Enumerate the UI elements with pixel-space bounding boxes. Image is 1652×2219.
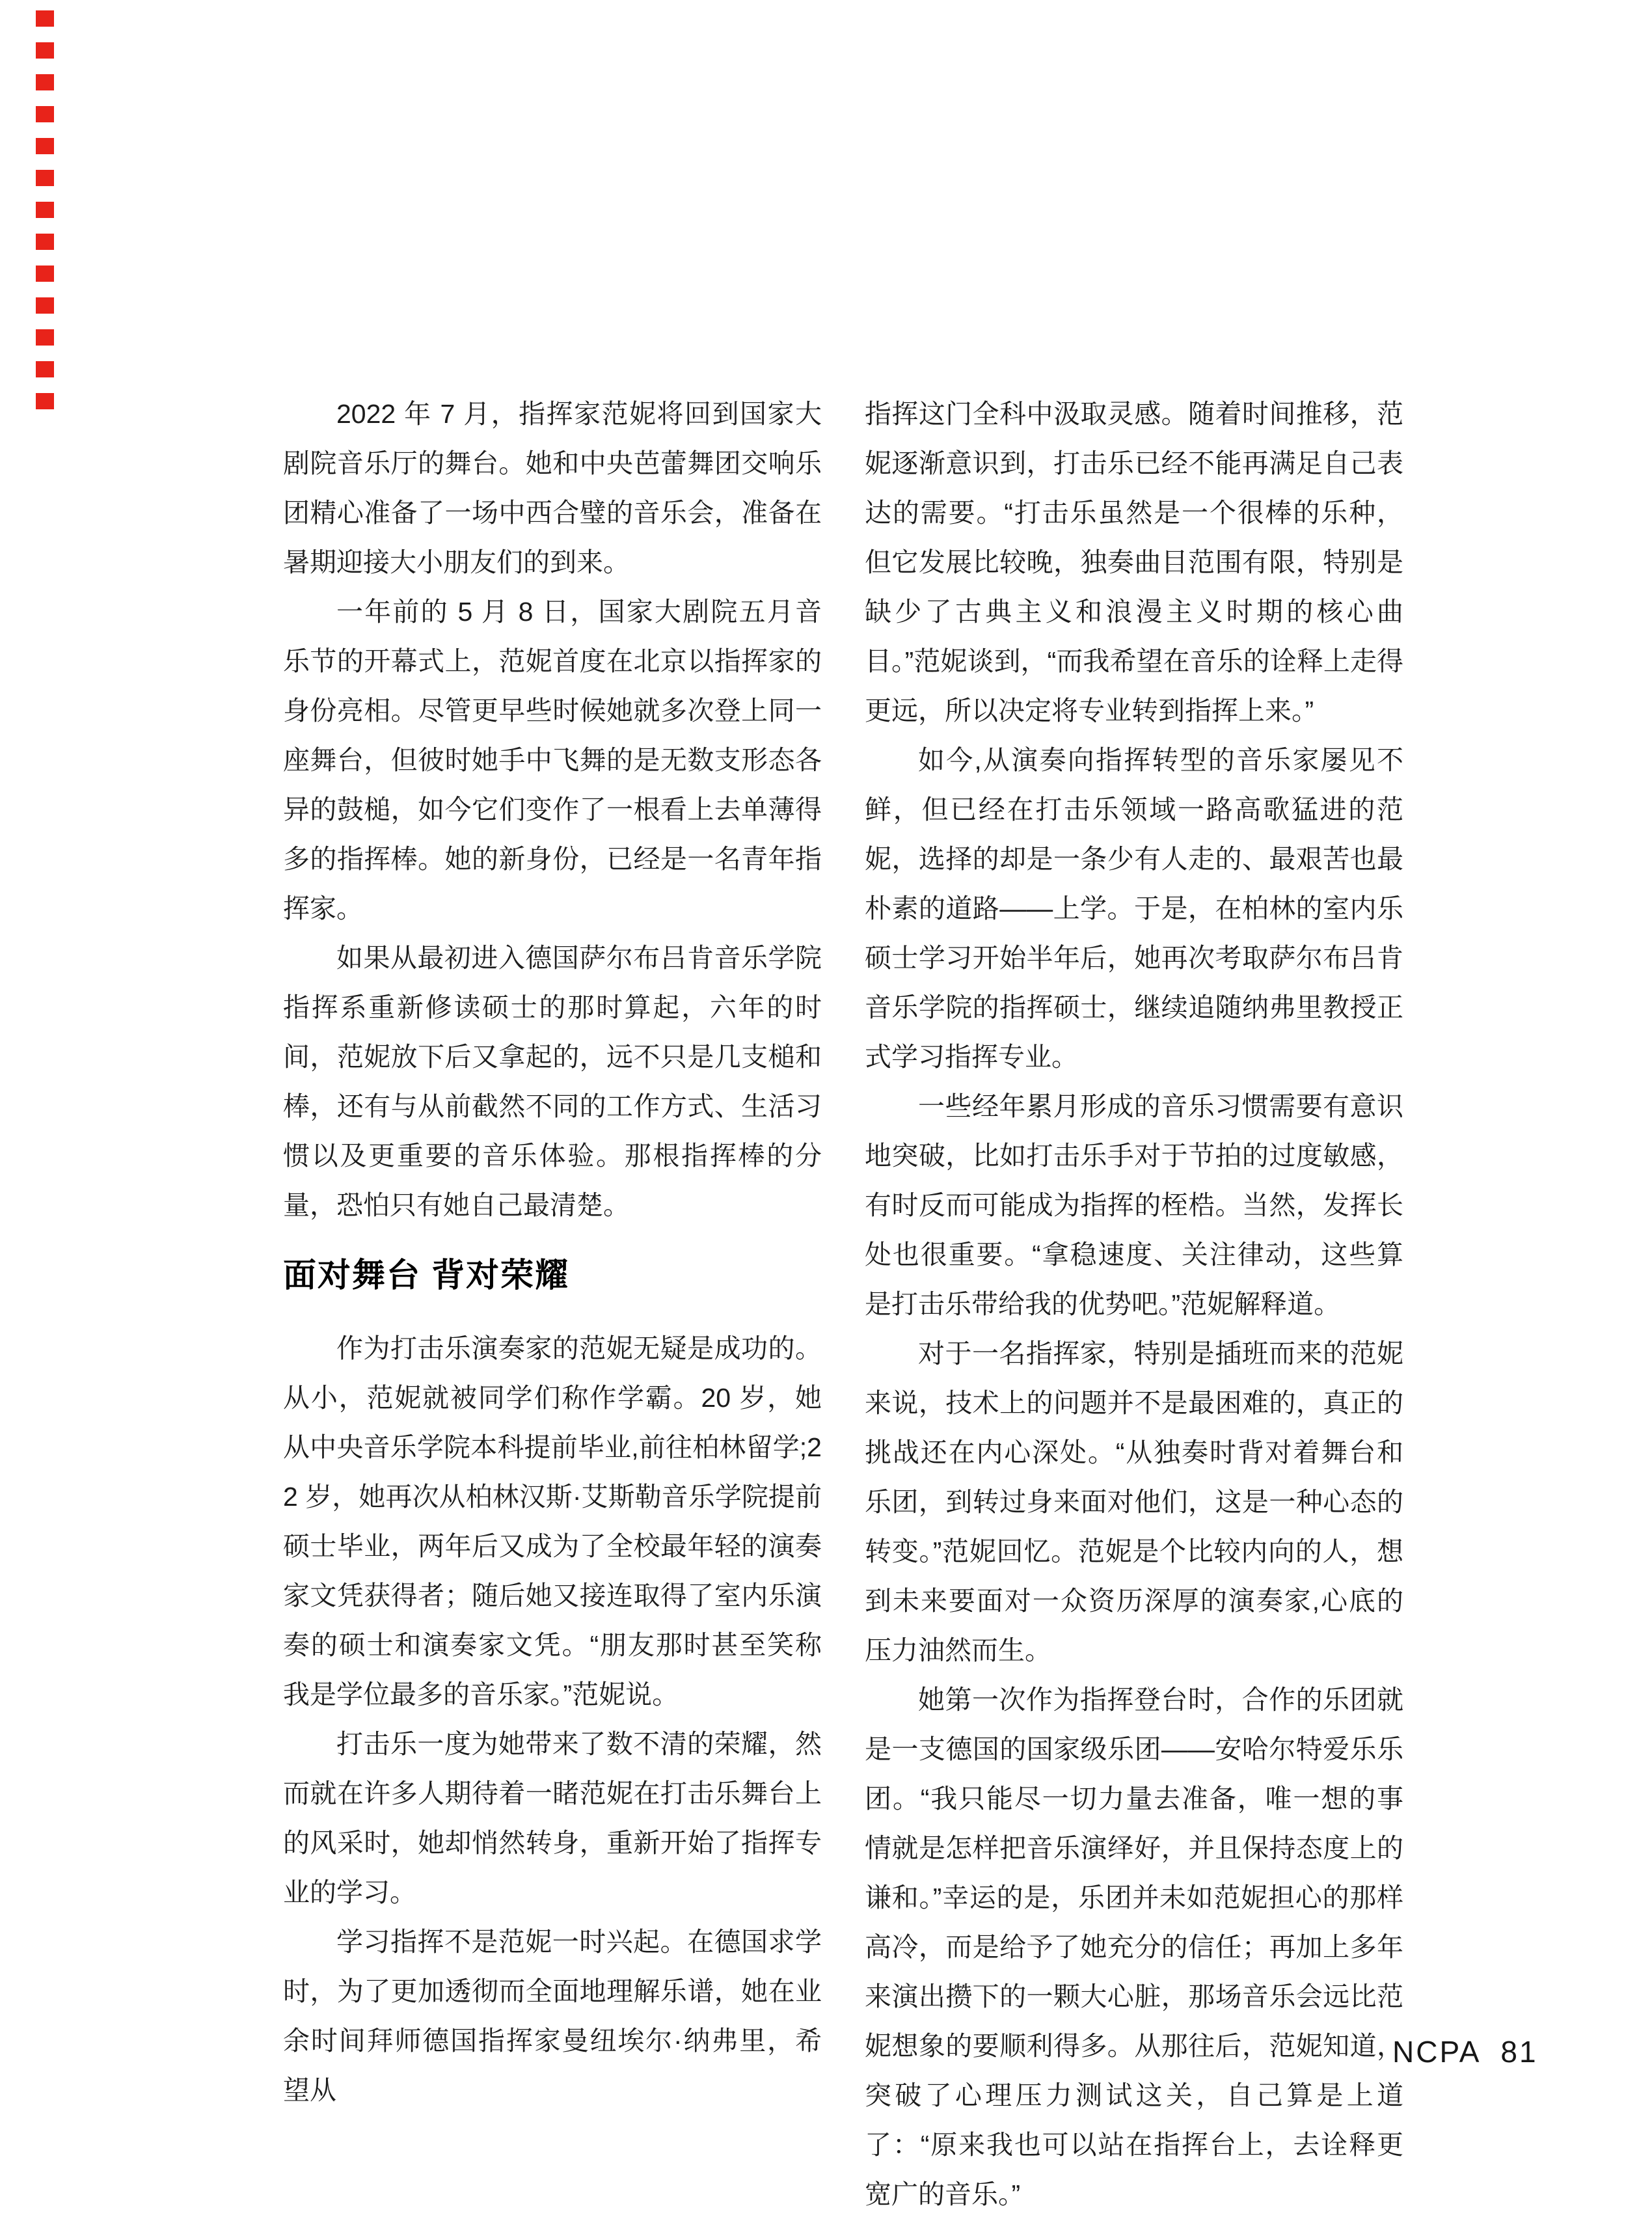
red-dash-mark (36, 297, 54, 314)
red-dash-mark (36, 106, 54, 122)
article-column-left (283, 389, 822, 2219)
red-dash-mark (36, 329, 54, 346)
body-paragraph: 一年前的 5 月 8 日，国家大剧院五月音乐节的开幕式上，范妮首度在北京以指挥家的身份亮相。尽管更早些时候她就多次登上同一座舞台，但彼时她手中飞舞的是无数支形态各异的鼓槌，如今它们变作了一根看上去单薄得多的指挥棒。她的新身份，已经是一名青年指挥家。 (283, 597, 822, 923)
body-paragraph: 如今,从演奏向指挥转型的音乐家屡见不鲜，但已经在打击乐领域一路高歌猛进的范妮，选择的却是一条少有人走的、最艰苦也最朴素的道路——上学。于是，在柏林的室内乐硕士学习开始半年后，她再次考取萨尔布吕肯音乐学院的指挥硕士，继续追随纳弗里教授正式学习指挥专业。 (865, 745, 1403, 1072)
body-paragraph: 如果从最初进入德国萨尔布吕肯音乐学院指挥系重新修读硕士的那时算起，六年的时间，范妮放下后又拿起的，远不只是几支槌和棒，还有与从前截然不同的工作方式、生活习惯以及更重要的音乐体验。那根指挥棒的分量，恐怕只有她自己最清楚。 (283, 943, 822, 1220)
article-body (283, 389, 1403, 2219)
red-dash-mark (36, 74, 54, 90)
body-paragraph: 一些经年累月形成的音乐习惯需要有意识地突破，比如打击乐手对于节拍的过度敏感，有时反而可能成为指挥的桎梏。当然，发挥长处也很重要。“拿稳速度、关注律动，这些算是打击乐带给我的优势吧。”范妮解释道。 (865, 1091, 1403, 1319)
red-dash-mark (36, 138, 54, 154)
body-paragraph: 学习指挥不是范妮一时兴起。在德国求学时，为了更加透彻而全面地理解乐谱，她在业余时间拜师德国指挥家曼纽埃尔·纳弗里，希望从 (283, 1927, 822, 2105)
red-crop-marks (36, 10, 54, 409)
body-paragraph: 作为打击乐演奏家的范妮无疑是成功的。从小，范妮就被同学们称作学霸。20 岁，她从中央音乐学院本科提前毕业,前往柏林留学;22 岁，她再次从柏林汉斯·艾斯勒音乐学院提前硕士毕业，两年后又成为了全校最年轻的演奏家文凭获得者；随后她又接连取得了室内乐演奏的硕士和演奏家文凭。“朋友那时甚至笑称我是学位最多的音乐家。”范妮说。 (283, 1333, 822, 1709)
red-dash-mark (36, 265, 54, 282)
body-paragraph: 打击乐一度为她带来了数不清的荣耀，然而就在许多人期待着一睹范妮在打击乐舞台上的风采时，她却悄然转身，重新开始了指挥专业的学习。 (283, 1729, 822, 1907)
body-paragraph: 对于一名指挥家，特别是插班而来的范妮来说，技术上的问题并不是最困难的，真正的挑战还在内心深处。“从独奏时背对着舞台和乐团，到转过身来面对他们，这是一种心态的转变。”范妮回忆。范妮是个比较内向的人，想到未来要面对一众资历深厚的演奏家,心底的压力油然而生。 (865, 1339, 1403, 1665)
red-dash-mark (36, 202, 54, 218)
red-dash-mark (36, 393, 54, 409)
folio-brand: NCPA (1392, 2035, 1482, 2069)
body-paragraph: 她第一次作为指挥登台时，合作的乐团就是一支德国的国家级乐团——安哈尔特爱乐乐团。“我只能尽一切力量去准备，唯一想的事情就是怎样把音乐演绎好，并且保持态度上的谦和。”幸运的是，乐团并未如范妮担心的那样高冷，而是给予了她充分的信任；再加上多年来演出攒下的一颗大心脏，那场音乐会远比范妮想象的要顺利得多。从那往后，范妮知道，突破了心理压力测试这关，自己算是上道了：“原来我也可以站在指挥台上，去诠释更宽广的音乐。” (865, 1685, 1403, 2209)
red-dash-mark (36, 170, 54, 186)
body-paragraph: 2022 年 7 月，指挥家范妮将回到国家大剧院音乐厅的舞台。她和中央芭蕾舞团交响乐团精心准备了一场中西合璧的音乐会，准备在暑期迎接大小朋友们的到来。 (283, 399, 822, 577)
red-dash-mark (36, 234, 54, 250)
page-folio (1392, 2034, 1538, 2069)
red-dash-mark (36, 10, 54, 27)
section-subheading: 面对舞台 背对荣耀 (283, 1257, 570, 1294)
body-paragraph: 指挥这门全科中汲取灵感。随着时间推移，范妮逐渐意识到，打击乐已经不能再满足自己表达的需要。“打击乐虽然是一个很棒的乐种，但它发展比较晚，独奏曲目范围有限，特别是缺少了古典主义和浪漫主义时期的核心曲目。”范妮谈到，“而我希望在音乐的诠释上走得更远，所以决定将专业转到指挥上来。” (865, 399, 1403, 726)
red-dash-mark (36, 361, 54, 377)
article-column-right (865, 389, 1403, 2219)
red-dash-mark (36, 42, 54, 59)
folio-page-number: 81 (1500, 2035, 1538, 2069)
